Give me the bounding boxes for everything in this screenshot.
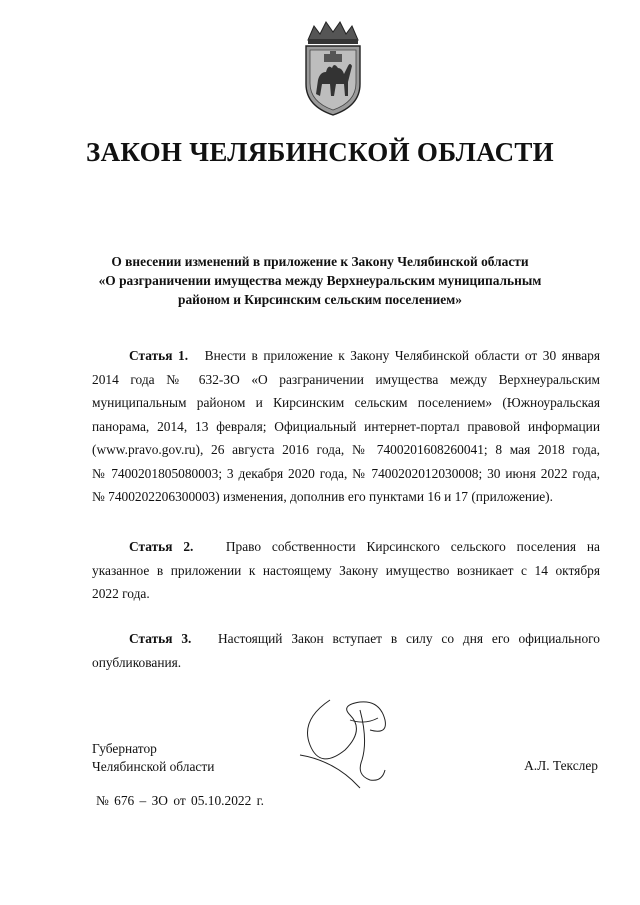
governor-position <box>92 740 214 776</box>
article-line: опубликования. <box>92 654 182 670</box>
article-line: указанное в приложении к настоящему Закону имущество возникает с 14 октября <box>92 562 600 578</box>
article-3 <box>92 627 600 674</box>
article-line: муниципальным районом и Кирсинским сельским поселением» (Южноуральская <box>92 395 600 410</box>
article-2 <box>92 535 600 606</box>
article-2-text: Право собственности Кирсинского сельского поселения на <box>225 539 600 554</box>
article-line: 2022 года. <box>92 586 150 601</box>
article-line: (www.pravo.gov.ru), 26 августа 2016 года, № 7400201608260041; 8 мая 2018 года, <box>92 442 600 457</box>
handwritten-signature <box>290 690 400 790</box>
subtitle-line: районом и Кирсинским сельским поселением» <box>178 292 462 307</box>
coat-of-arms-emblem <box>300 18 366 118</box>
article-1-label: Статья 1. <box>129 348 189 363</box>
position-line: Челябинской области <box>92 759 215 774</box>
article-3-label: Статья 3. <box>129 631 192 646</box>
article-line: № 7400201805080003; 3 декабря 2020 года, № 7400202012030008; 30 июня 2022 года, <box>92 465 600 481</box>
article-2-label: Статья 2. <box>129 539 194 554</box>
article-line: панорама, 2014, 13 февраля; Официальный интернет-портал правовой информации <box>92 418 600 434</box>
signer-name: А.Л. Текслер <box>524 758 598 773</box>
law-subtitle <box>60 252 580 309</box>
article-line <box>92 535 600 559</box>
registration-number: № 676 – ЗО от 05.10.2022 г. <box>96 793 264 808</box>
article-line <box>92 344 600 368</box>
law-title: ЗАКОН ЧЕЛЯБИНСКОЙ ОБЛАСТИ <box>86 137 554 167</box>
article-1-text: Внести в приложение к Закону Челябинской области от 30 января <box>204 348 600 363</box>
article-1 <box>92 344 600 509</box>
subtitle-line: «О разграничении имущества между Верхнеуральским муниципальным <box>98 273 542 288</box>
article-3-text: Настоящий Закон вступает в силу со дня его официального <box>218 631 600 646</box>
article-line: 2014 года № 632-ЗО «О разграничении имущества между Верхнеуральским <box>92 371 600 387</box>
article-line: № 7400202206300003) изменения, дополнив его пунктами 16 и 17 (приложение). <box>92 489 553 504</box>
subtitle-line: О внесении изменений в приложение к Закону Челябинской области <box>111 254 529 269</box>
article-line <box>92 627 600 651</box>
position-line: Губернатор <box>92 741 157 756</box>
